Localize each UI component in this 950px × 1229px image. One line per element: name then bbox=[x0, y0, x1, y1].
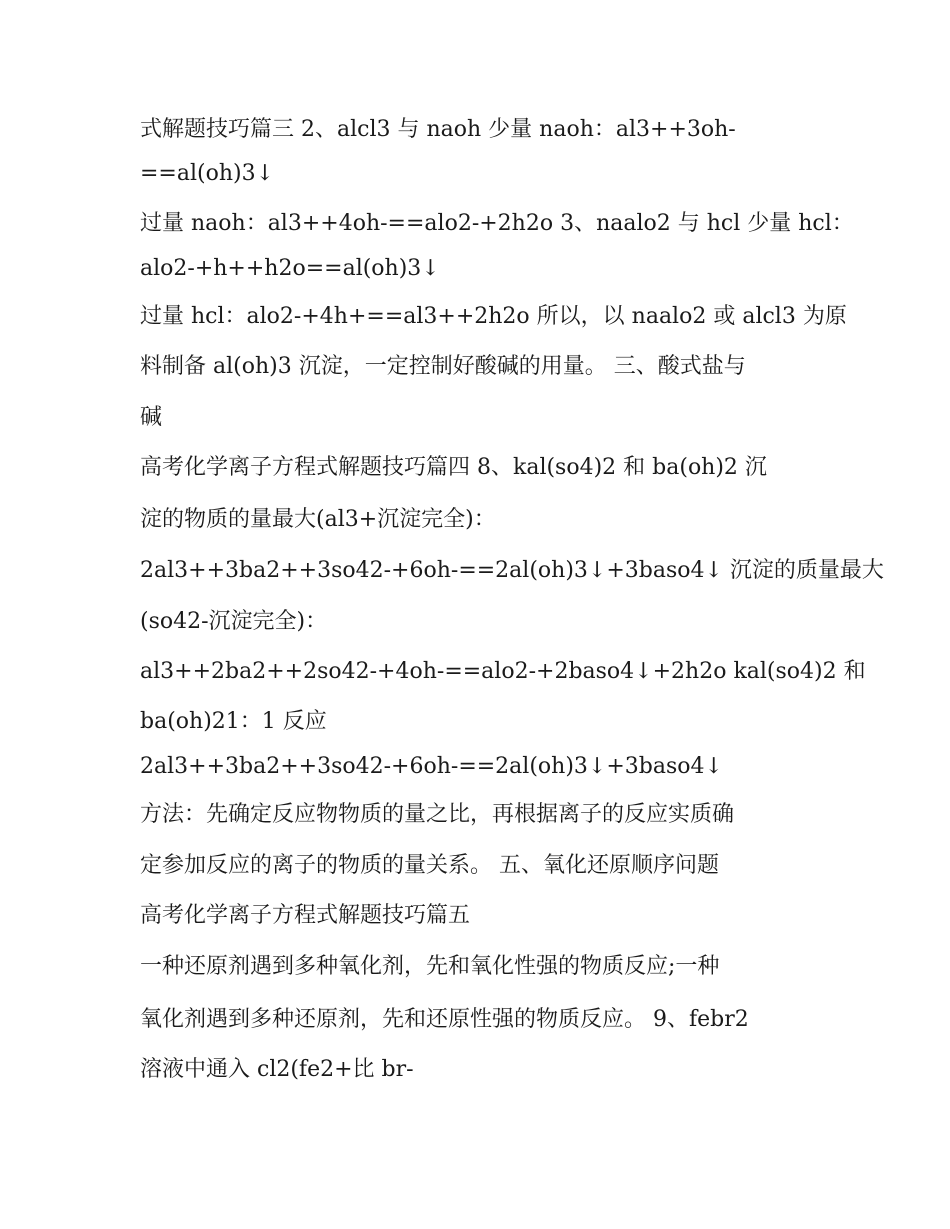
text-line: 过量 hcl：alo2-+4h+==al3++2h2o 所以，以 naalo2 或 alcl3 为原 bbox=[140, 304, 847, 329]
text-line: 一种还原剂遇到多种氧化剂，先和氧化性强的物质反应;一种 bbox=[140, 954, 720, 979]
text-line: 方法：先确定反应物物质的量之比，再根据离子的反应实质确 bbox=[140, 802, 735, 827]
text-line: (so42-沉淀完全)： bbox=[140, 609, 328, 634]
text-line: 过量 naoh：al3++4oh-==alo2-+2h2o 3、naalo2 与 hcl 少量 hcl： bbox=[140, 211, 854, 236]
text-line: ==al(oh)3↓ bbox=[140, 161, 275, 186]
text-line: 高考化学离子方程式解题技巧篇四 8、kal(so4)2 和 ba(oh)2 沉 bbox=[140, 455, 767, 480]
text-line: 氧化剂遇到多种还原剂，先和还原性强的物质反应。 9、febr2 bbox=[140, 1007, 749, 1032]
text-line: 定参加反应的离子的物质的量关系。 五、氧化还原顺序问题 bbox=[140, 853, 719, 878]
text-line: 2al3++3ba2++3so42-+6oh-==2al(oh)3↓+3baso4↓ 沉淀的质量最大 bbox=[140, 558, 884, 583]
text-line: 溶液中通入 cl2(fe2+比 br- bbox=[140, 1057, 414, 1082]
text-line: 式解题技巧篇三 2、alcl3 与 naoh 少量 naoh：al3++3oh- bbox=[140, 117, 736, 142]
text-line: 2al3++3ba2++3so42-+6oh-==2al(oh)3↓+3baso4↓ bbox=[140, 754, 723, 779]
text-line: 高考化学离子方程式解题技巧篇五 bbox=[140, 903, 471, 928]
text-line: 淀的物质的量最大(al3+沉淀完全)： bbox=[140, 507, 496, 532]
text-line: alo2-+h++h2o==al(oh)3↓ bbox=[140, 256, 440, 281]
text-line: 碱 bbox=[140, 405, 163, 430]
text-line: al3++2ba2++2so42-+4oh-==alo2-+2baso4↓+2h2o kal(so4)2 和 bbox=[140, 659, 866, 684]
text-line: 料制备 al(oh)3 沉淀，一定控制好酸碱的用量。 三、酸式盐与 bbox=[140, 354, 746, 379]
text-line: ba(oh)21：1 反应 bbox=[140, 709, 327, 734]
